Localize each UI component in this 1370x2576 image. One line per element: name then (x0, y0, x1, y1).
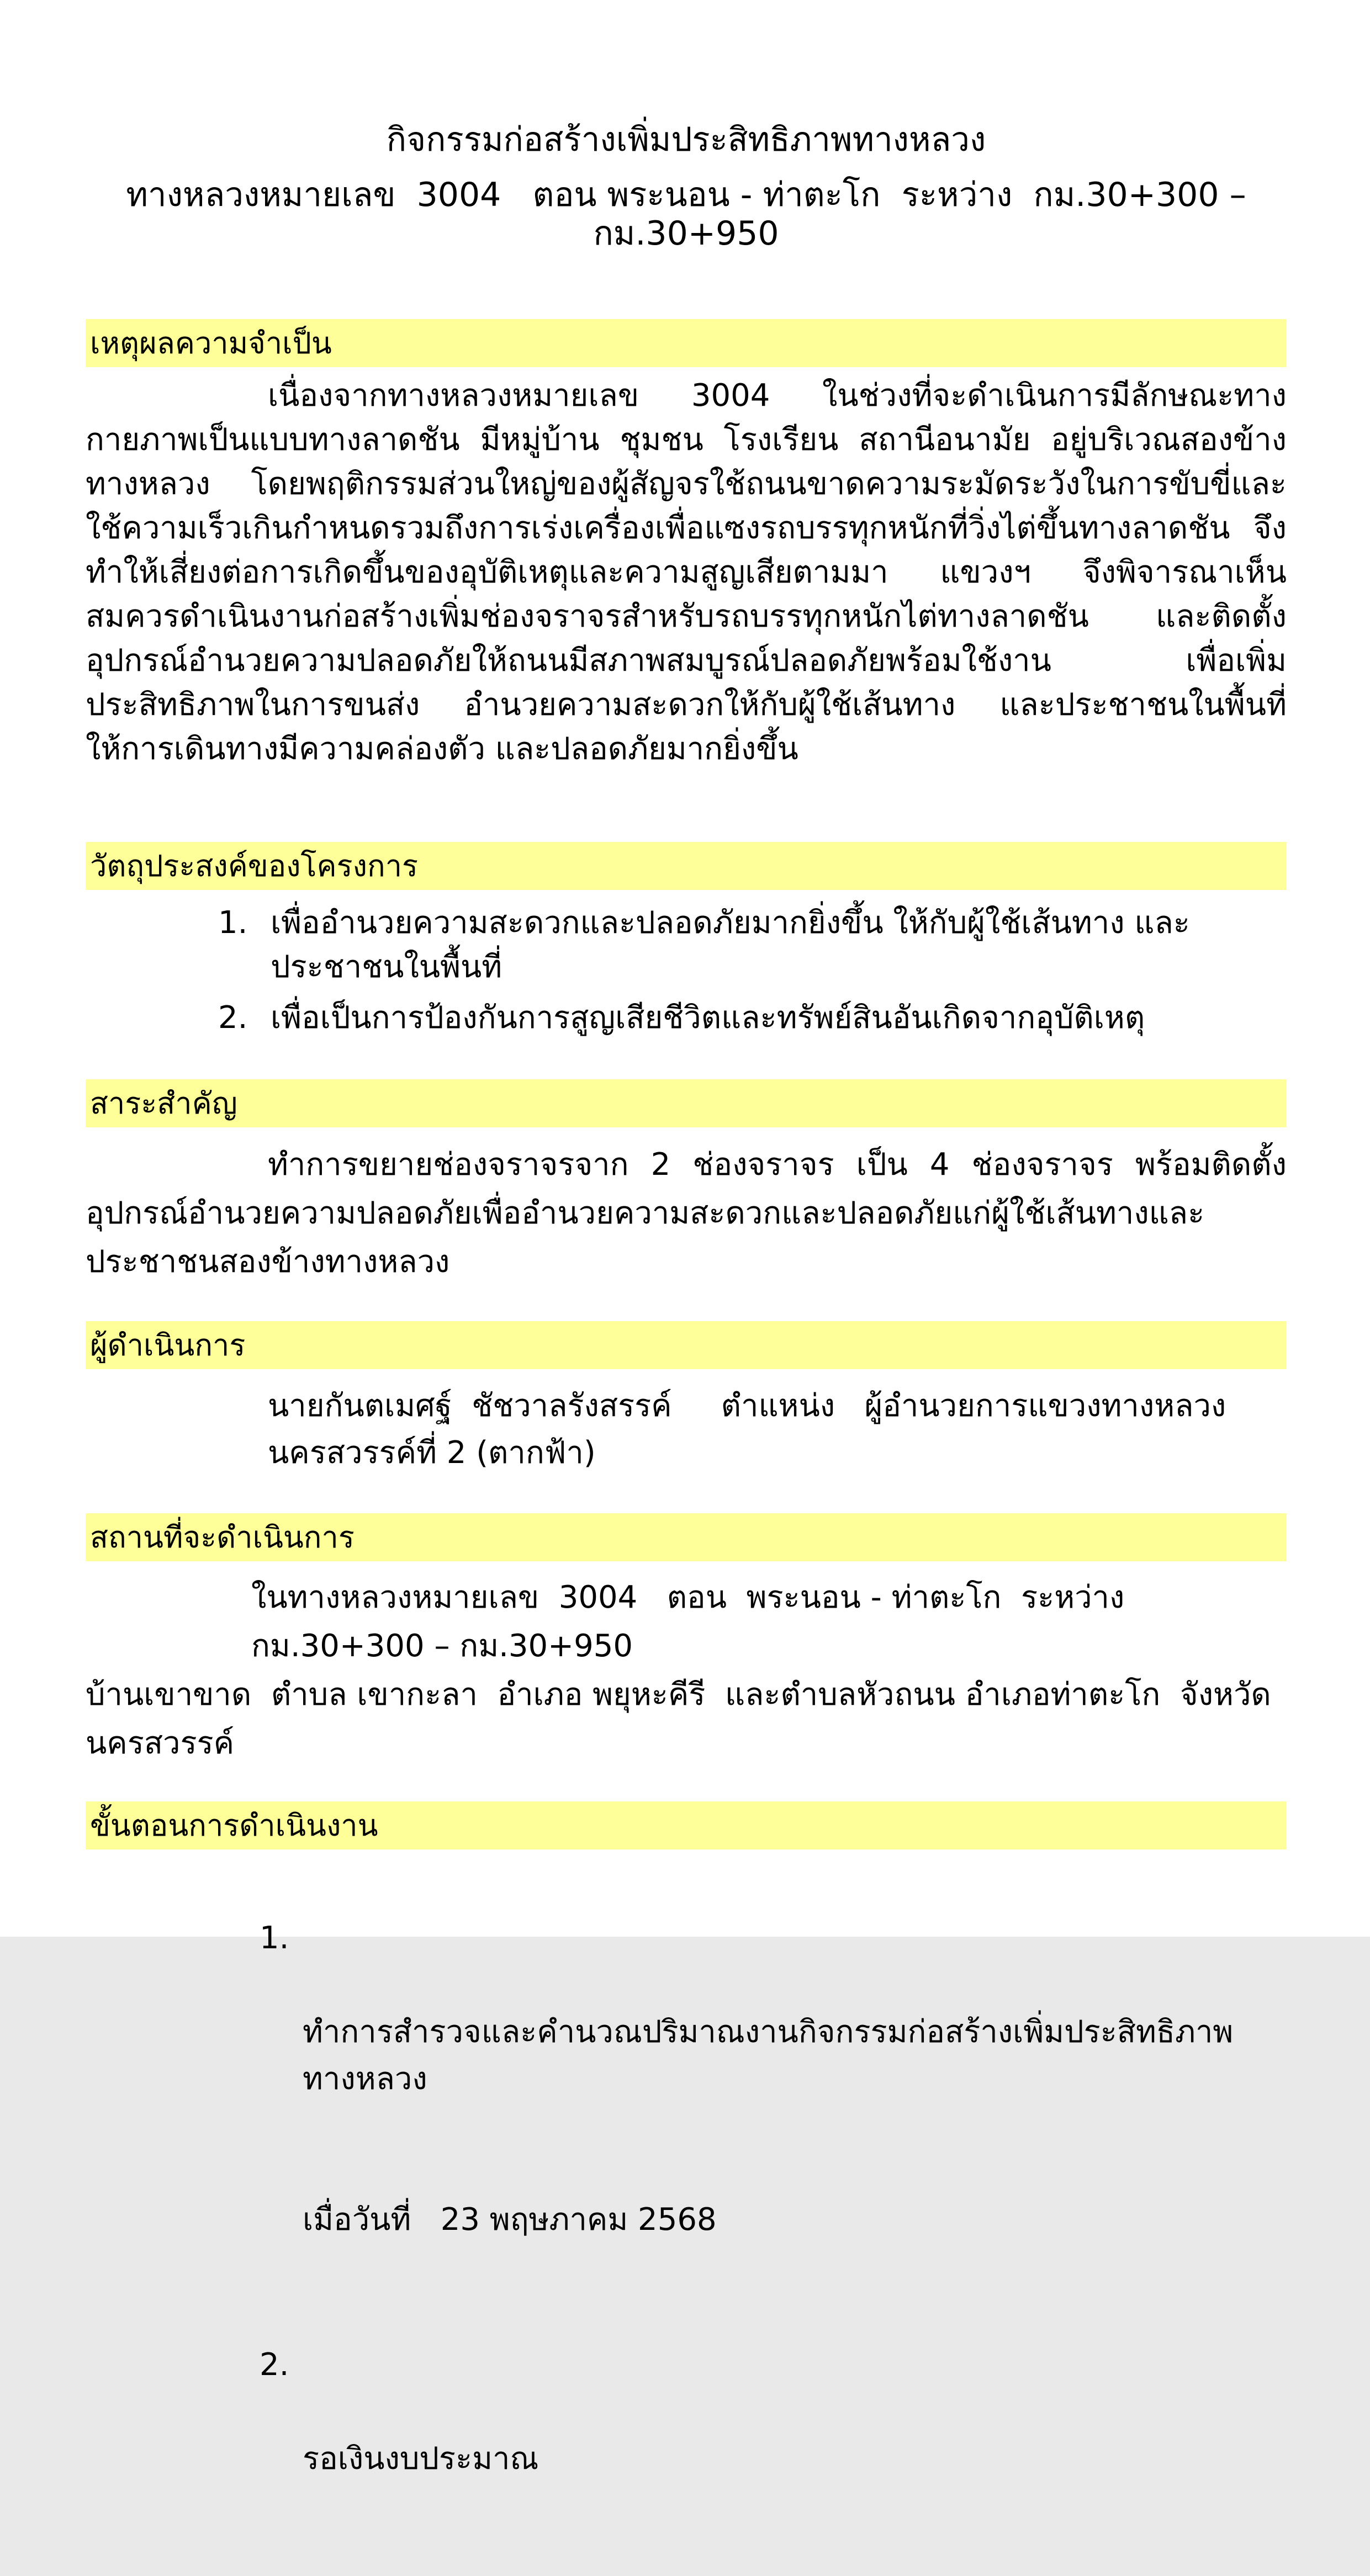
section-heading-objectives (86, 842, 1287, 890)
paragraph-location (86, 1573, 1287, 1768)
section-heading-reason-label: เหตุผลความจำเป็น (90, 325, 332, 361)
objective-item-1 (86, 901, 1287, 989)
step-item-1 (86, 1915, 1287, 2337)
section-heading-operator-label: ผู้ดำเนินการ (90, 1327, 246, 1363)
section-heading-location (86, 1513, 1287, 1561)
section-heading-objectives-label: วัตถุประสงค์ของโครงการ (90, 848, 419, 883)
section-heading-essence-label: สาระสำคัญ (90, 1085, 237, 1121)
paragraph-operator: นายกันตเมศฐ์ ชัชวาลรังสรรค์ ตำแหน่ง ผู้อำนวยการแขวงทางหลวงนครสวรรค์ที่ 2 (ตากฟ้า) (268, 1388, 1226, 1471)
section-heading-reason (86, 319, 1287, 367)
step-item-1-line-1: ทำการสำรวจและคำนวณปริมาณงานกิจกรรมก่อสร้างเพิ่มประสิทธิภาพทางหลวง (303, 2014, 1234, 2097)
paragraph-essence: ทำการขยายช่องจราจรจาก 2 ช่องจราจร เป็น 4 ช่องจราจร พร้อมติดตั้งอุปกรณ์อำนวยความปลอดภัยเพื่ออำนวยความสะดวกและปลอดภัยแก่ผู้ใช้เส้นทางและประชาชนสองข้างทางหลวง (86, 1147, 1287, 1280)
steps-list (86, 1915, 1287, 2576)
objectives-list (86, 901, 1287, 1040)
objective-item-2-text: เพื่อเป็นการป้องกันการสูญเสียชีวิตและทรัพย์สินอันเกิดจากอุบัติเหตุ (271, 1000, 1145, 1036)
step-item-2-number: 2. (260, 2347, 289, 2383)
objective-item-2 (86, 996, 1287, 1040)
section-heading-essence (86, 1079, 1287, 1127)
location-line-2: บ้านเขาขาด ตำบล เขากะลา อำเภอ พยุหะคีรี และตำบลหัวถนน อำเภอท่าตะโก จังหวัด นครสวรรค์ (86, 1677, 1281, 1761)
step-item-2-line-1: รอเงินงบประมาณ (303, 2441, 539, 2477)
section-heading-steps-label: ขั้นตอนการดำเนินงาน (90, 1808, 378, 1843)
step-item-2 (86, 2341, 1287, 2576)
step-item-1-line-2: เมื่อวันที่ 23 พฤษภาคม 2568 (303, 2202, 717, 2238)
page-title: กิจกรรมก่อสร้างเพิ่มประสิทธิภาพทางหลวง (386, 120, 986, 159)
paragraph-reason: เนื่องจากทางหลวงหมายเลข 3004 ในช่วงที่จะดำเนินการมีลักษณะทางกายภาพเป็นแบบทางลาดชัน มีหมู่บ้าน ชุมชน โรงเรียน สถานีอนามัย อยู่บริเวณสองข้างทางหลวง โดยพฤติกรรมส่วนใหญ่ของผู้สัญจรใช้ถนนขาดความระมัดระวังในการขับขี่และใช้ความเร็วเกินกำหนดรวมถึงการเร่งเครื่องเพื่อแซงรถบรรทุกหนักที่วิ่งไต่ขึ้นทางลาดชัน จึงทำให้เสี่ยงต่อการเกิดขึ้นของอุบัติเหตุและความสูญเสียตามมา แขวงฯ จึงพิจารณาเห็นสมควรดำเนินงานก่อสร้างเพิ่มช่องจราจรสำหรับรถบรรทุกหนักไต่ทางลาดชัน และติดตั้งอุปกรณ์อำนวยความปลอดภัยให้ถนนมีสภาพสมบูรณ์ปลอดภัยพร้อมใช้งาน เพื่อเพิ่มประสิทธิภาพในการขนส่ง อำนวยความสะดวกให้กับผู้ใช้เส้นทาง และประชาชนในพื้นที่ ให้การเดินทางมีความคล่องตัว และปลอดภัยมากยิ่งขึ้น (86, 378, 1287, 767)
location-line-1: ในทางหลวงหมายเลข 3004 ตอน พระนอน - ท่าตะโก ระหว่าง กม.30+300 – กม.30+950 (251, 1579, 1144, 1664)
step-item-1-text (303, 1915, 1287, 2337)
page-subtitle: ทางหลวงหมายเลข 3004 ตอน พระนอน - ท่าตะโก ระหว่าง กม.30+300 – กม.30+950 (126, 176, 1257, 253)
step-item-2-text (303, 2341, 1287, 2576)
section-heading-location-label: สถานที่จะดำเนินการ (90, 1519, 355, 1555)
section-heading-operator (86, 1321, 1287, 1369)
step-item-1-number: 1. (260, 1920, 289, 1956)
section-heading-steps (86, 1801, 1287, 1849)
objective-item-2-number: 2. (218, 1000, 248, 1036)
objective-item-1-text: เพื่ออำนวยความสะดวกและปลอดภัยมากยิ่งขึ้น ให้กับผู้ใช้เส้นทาง และประชาชนในพื้นที่ (271, 905, 1190, 985)
objective-item-1-number: 1. (218, 905, 248, 941)
